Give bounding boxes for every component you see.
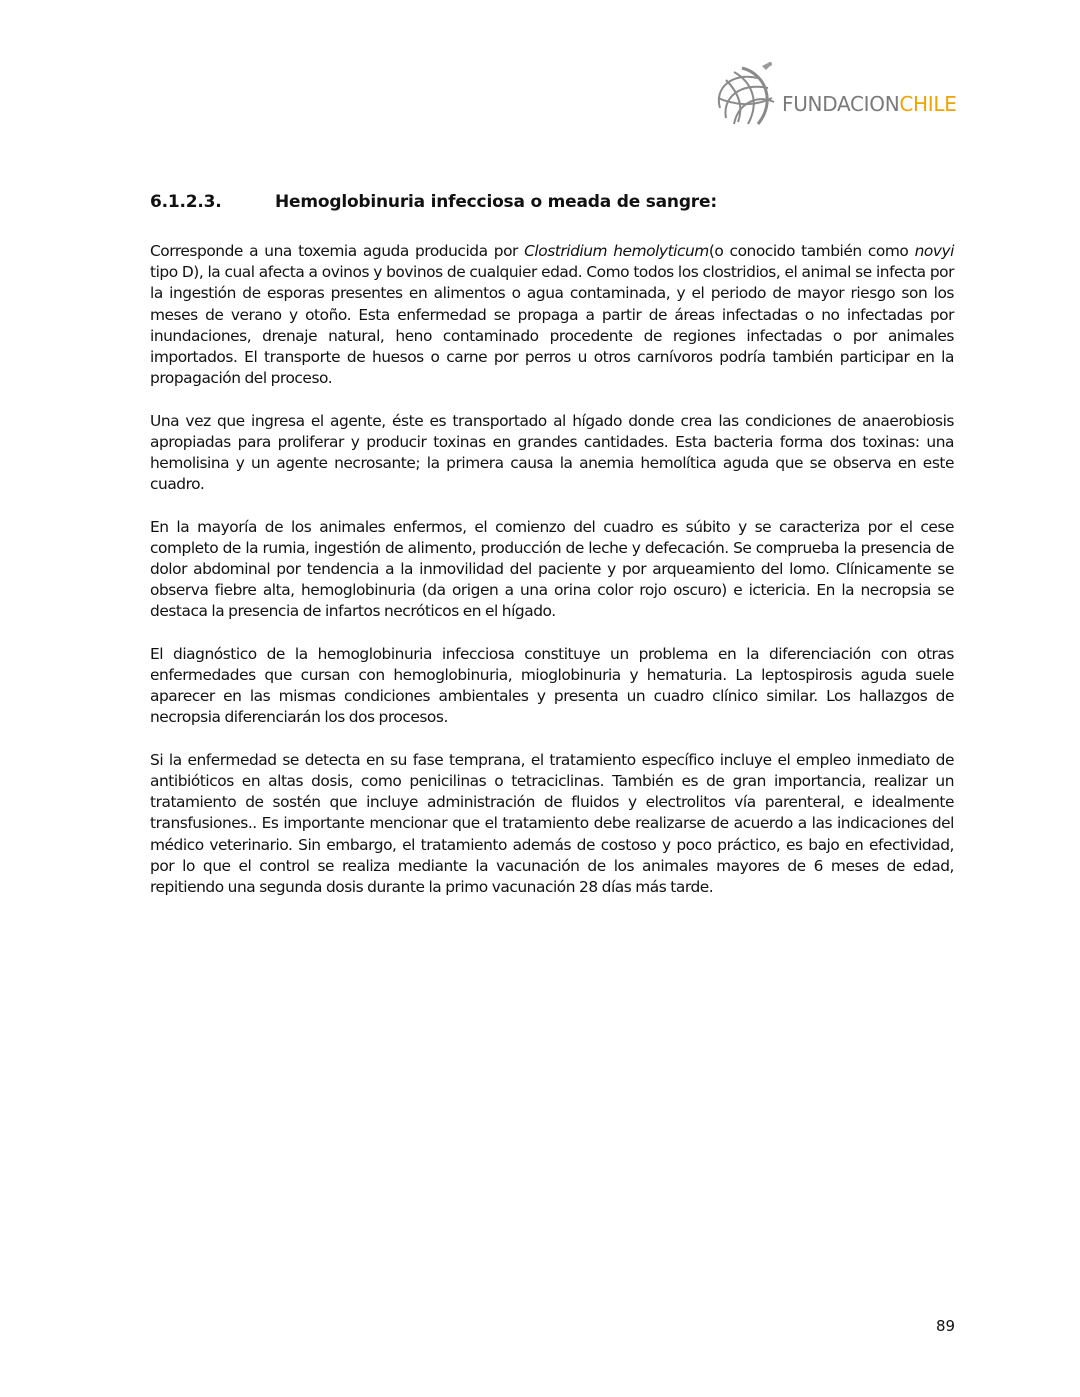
paragraph-diagnosis: El diagnóstico de la hemoglobinuria infecciosa constituye un problema en la diferenciación con otras enfermedades que cursan con hemoglobinuria, mioglobinuria y hematuria. La leptospirosis aguda suele aparecer en las mismas condiciones ambientales y presenta un cuadro clínico similar. Los hallazgos de necropsia diferenciarán los dos procesos. bbox=[150, 644, 954, 727]
section-number: 6.1.2.3. bbox=[150, 192, 222, 212]
body-text bbox=[150, 241, 954, 919]
paragraph-intro: Corresponde a una toxemia aguda producida por Clostridium hemolyticum(o conocido también como novyi tipo D), la cual afecta a ovinos y bovinos de cualquier edad. Como todos los clostridios, el animal se infecta por la ingestión de esporas presentes en alimentos o agua contaminada, y el periodo de mayor riesgo son los meses de verano y otoño. Esta enfermedad se propaga a partir de áreas infectadas o no infectadas por inundaciones, drenaje natural, heno contaminado procedente de regiones infectadas o por animales importados. El transporte de huesos o carne por perros u otros carnívoros podría también participar en la propagación del proceso. bbox=[150, 242, 954, 388]
page-number: 89 bbox=[936, 1317, 956, 1335]
species-name: Clostridium hemolyticum bbox=[524, 242, 709, 260]
globe-swirl-icon bbox=[712, 58, 784, 130]
fundacion-chile-logo bbox=[712, 58, 962, 130]
paragraph-treatment: Si la enfermedad se detecta en su fase temprana, el tratamiento específico incluye el empleo inmediato de antibióticos en altas dosis, como penicilinas o tetraciclinas. También es de gran importancia, realizar un tratamiento de sostén que incluye administración de fluidos y electrolitos vía parenteral, e idealmente transfusiones.. Es importante mencionar que el tratamiento debe realizarse de acuerdo a las indicaciones del médico veterinario. Sin embargo, el tratamiento además de costoso y poco práctico, es bajo en efectividad, por lo que el control se realiza mediante la vacunación de los animales mayores de 6 meses de edad, repitiendo una segunda dosis durante la primo vacunación 28 días más tarde. bbox=[150, 750, 954, 897]
section-title: Hemoglobinuria infecciosa o meada de sangre: bbox=[275, 192, 717, 212]
paragraph-symptoms: En la mayoría de los animales enfermos, el comienzo del cuadro es súbito y se caracteriza por el cese completo de la rumia, ingestión de alimento, producción de leche y defecación. Se comprueba la presencia de dolor abdominal por tendencia a la inmovilidad del paciente y por arqueamiento del lomo. Clínicamente se observa fiebre alta, hemoglobinuria (da origen a una orina color rojo oscuro) e ictericia. En la necropsia se destaca la presencia de infartos necróticos en el hígado. bbox=[150, 517, 954, 621]
logo-wordmark: FUNDACIONCHILE bbox=[782, 92, 957, 116]
species-name-variant: novyi bbox=[914, 242, 954, 260]
paragraph-pathogenesis: Una vez que ingresa el agente, éste es transportado al hígado donde crea las condiciones de anaerobiosis apropiadas para proliferar y producir toxinas en grandes cantidades. Esta bacteria forma dos toxinas: una hemolisina y un agente necrosante; la primera causa la anemia hemolítica aguda que se observa en este cuadro. bbox=[150, 411, 954, 494]
section-heading bbox=[150, 192, 717, 212]
